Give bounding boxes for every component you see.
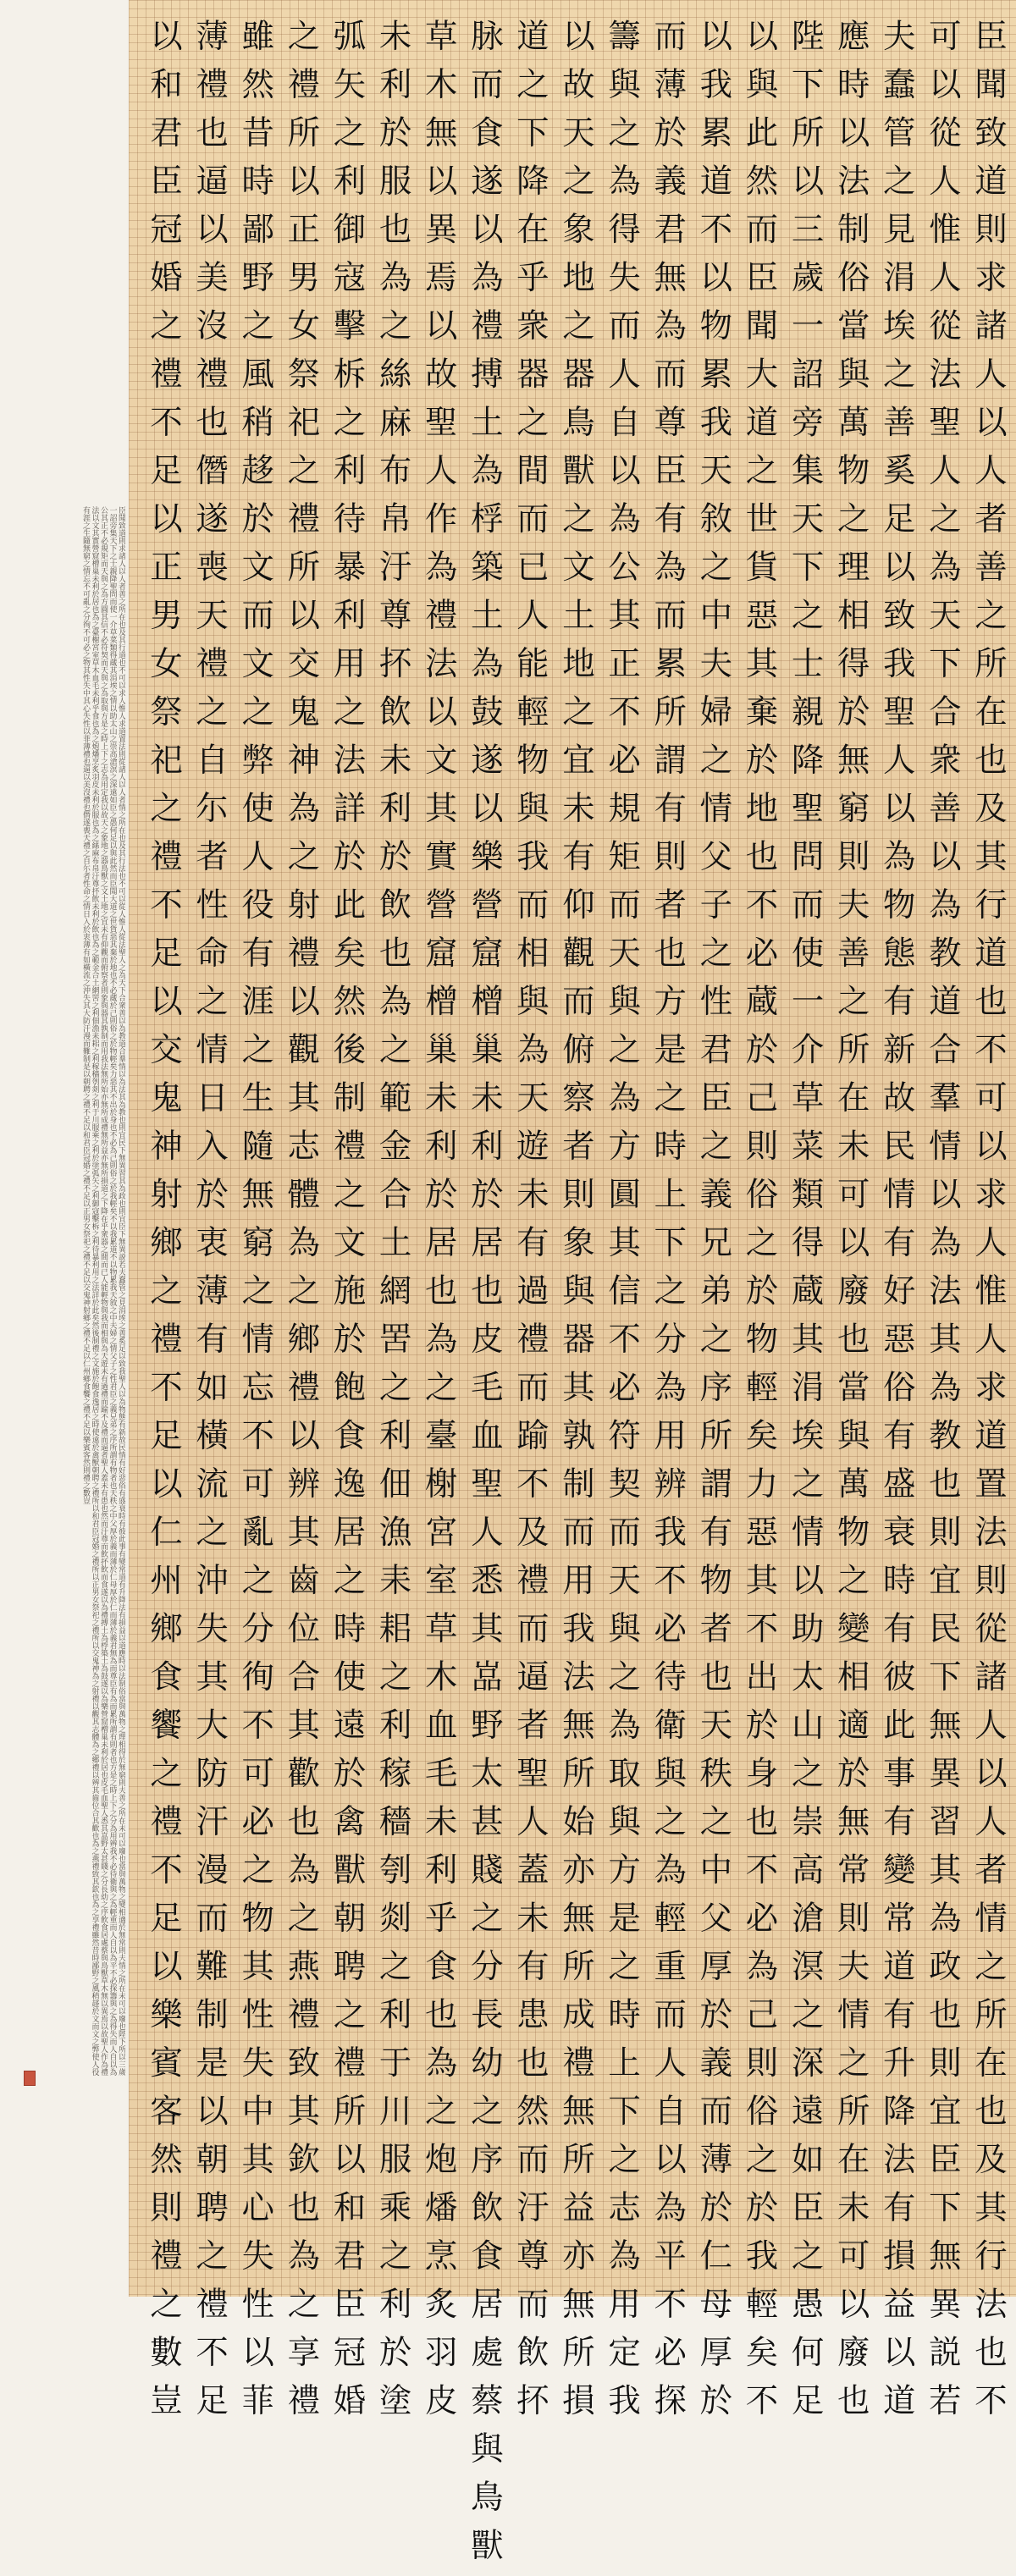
side-inscription: 臣聞致道則求諸人以人者善之所在也及其行道也不可以求人惟人求道置法則從諸人以人者情之所在也及其行法也不可以從人惟人從法聖人之為天下合衆善以為教道合羣情以為法其為教也則宜民下無異習其為政也則宜臣下無異説若夫蠢管之見涓埃之善奚足以致我聖人以為物態有新故民情有好惡俗有盛衰時有彼此事有變常道有升降法有損益以道應時以法制俗當與萬物之理相得於無窮則夫善之所在未可以廢也當與萬物之變相適於無常則夫情之所在未可以廢也陛下所以三歲一詔旁集天下之士親降聖問而使一介草菜類得蔵其涓埃之情以助太山之崇高滄溟之深遠如臣之愚何足以與此然而臣聞大道之世貨惡其棄於地也不必蔵於己則俗之於物輕矣力惡其不出於身也不必為己則俗之於我輕矣不以我累道不以物累我天敘之中夫婦之情父子之性君臣之義兄弟之序所謂有物者也天秩之中父厚於義而薄於仁母厚於仁而薄於義君無為而尊臣有為而累所謂有則者也方是之時上下之分為用辨我不必待衛與之為輕重而人自以為平不必探籌與之為得失而人自以為公其正不必規矩而天與之為方圓其信不必符契而天與之為取與方是之時上下之志為用定我以故天之象地之器鳥獸之文土地之宜未有仰觀而俯察者則象與器其孰制而用我法無所始亦無所成禮無所益亦無所損道之下降在乎衆器之間而已人能輕物與我而相與為天遊未有過禮而踰不及禮而逼者聖人蓋未有患也然而汙尊而飲抔飲而食遂以為禮搏土為桴築土為鼓遂以為樂營窟橧巢未利於居也皮毛血聖人悉其嵓野太甚賤之分長幼之序飲食居處蔡與鳥獸草木無以異焉以故聖人作為禮法以文其實營窟橧巢未利於居也為之臺榭宮室草木血毛未利乎食也為之炮燔烹炙羽皮未利於服也為之絲麻布帛汙尊抔飲未利於飲也為之範金合土網罟之利佃漁耒耜之利稼穡刳剡之利于川服乘之利於塗弧矢之利御寇擊柝之利待暴利用之法詳於此矣然後制禮之文施於飽食逸居之時使遠於禽獸朝聘之禮所以和君臣冠婚之禮所以正男女祭祀之禮所以交鬼神為之射禮以觀其志體為之鄉禮以辨其齒位合其歡也為之燕禮致其欽也為之享禮雖然昔時鄙野之風稍趍於文而文之弊使人役有涯之生隨無窮之情忘不可亂之分徇不可必之物其性失中其心失性以菲薄禮也逼以美沒禮也僭遂喪天禮之自尓者性命之情日入於衷薄有如橫流之沖失其大防汗漫而難制是以朝聘之禮不足以和君臣冠婚之禮不足以正男女祭祀之禮不足以交鬼神射鄉之禮不足以仁州鄉食饗之禮不足以樂賓客然則禮之數豈 bbox=[81, 506, 125, 2076]
text-column: 以故天之象地之器鳥獸之文土地之宜未有仰觀而俯察者則象與器其孰制而用我法無所始亦無所成禮無所益亦無所損 bbox=[555, 19, 594, 2431]
text-column: 草木無以異焉以故聖人作為禮法以文其實營窟橧巢未利於居也為之臺榭宮室草木血毛未利乎食也為之炮燔烹炙羽皮 bbox=[418, 19, 457, 2431]
calligraphy-sheet bbox=[129, 0, 1016, 2576]
text-column: 應時以法制俗當與萬物之理相得於無窮則夫善之所在未可以廢也當與萬物之變相適於無常則夫情之所在未可以廢也 bbox=[831, 19, 870, 2431]
text-column: 以與此然而臣聞大道之世貨惡其棄於地也不必蔵於己則俗之於物輕矣力惡其不出於身也不必為己則俗之於我輕矣不 bbox=[739, 19, 778, 2431]
inscription-margin bbox=[0, 0, 129, 2297]
text-column: 而薄於義君無為而尊臣有為而累所謂有則者也方是之時上下之分為用辨我不必待衛與之為輕重而人自以為平不必探 bbox=[648, 19, 687, 2431]
text-column: 弧矢之利御寇擊柝之利待暴利用之法詳於此矣然後制禮之文施於飽食逸居之時使遠於禽獸朝聘之禮所以和君臣冠婚 bbox=[327, 19, 366, 2431]
text-column: 可以從人惟人從法聖人之為天下合衆善以為教道合羣情以為法其為教也則宜民下無異習其為政也則宜臣下無異説若 bbox=[922, 19, 961, 2431]
text-column: 雖然昔時鄙野之風稍趍於文而文之弊使人役有涯之生隨無窮之情忘不可亂之分徇不可必之物其性失中其心失性以菲 bbox=[235, 19, 274, 2431]
text-column: 脉而食遂以為禮搏土為桴築土為鼓遂以樂營窟橧巢未利於居也皮毛血聖人悉其嵓野太甚賤之分長幼之序飲食居處蔡與鳥獸 bbox=[464, 19, 503, 2576]
text-column: 薄禮也逼以美沒禮也僭遂喪天禮之自尓者性命之情日入於衷薄有如橫流之沖失其大防汗漫而難制是以朝聘之禮不足 bbox=[190, 19, 229, 2431]
text-column: 臣聞致道則求諸人以人者善之所在也及其行道也不可以求人惟人求道置法則從諸人以人者情之所在也及其行法也不 bbox=[968, 19, 1007, 2431]
text-column: 以和君臣冠婚之禮不足以正男女祭祀之禮不足以交鬼神射鄉之禮不足以仁州鄉食饗之禮不足以樂賓客然則禮之數豈 bbox=[144, 19, 182, 2431]
text-column: 未利於服也為之絲麻布帛汙尊抔飲未利於飲也為之範金合土網罟之利佃漁耒耜之利稼穡刳剡之利于川服乘之利於塗 bbox=[373, 19, 411, 2431]
text-column: 陛下所以三歲一詔旁集天下之士親降聖問而使一介草菜類得蔵其涓埃之情以助太山之崇高滄溟之深遠如臣之愚何足 bbox=[785, 19, 824, 2431]
text-column: 道之下降在乎衆器之間而已人能輕物與我而相與為天遊未有過禮而踰不及禮而逼者聖人蓋未有患也然而汙尊而飲抔 bbox=[510, 19, 549, 2431]
calligraphy-columns bbox=[144, 19, 1007, 2576]
text-column: 以我累道不以物累我天敘之中夫婦之情父子之性君臣之義兄弟之序所謂有物者也天秩之中父厚於義而薄於仁母厚於 bbox=[693, 19, 732, 2431]
seal-stamp bbox=[24, 2071, 36, 2086]
text-column: 夫蠢管之見涓埃之善奚足以致我聖人以為物態有新故民情有好惡俗有盛衰時有彼此事有變常道有升降法有損益以道 bbox=[876, 19, 915, 2431]
text-column: 之禮所以正男女祭祀之禮所以交鬼神為之射禮以觀其志體為之鄉禮以辨其齒位合其歡也為之燕禮致其欽也為之享禮 bbox=[281, 19, 320, 2431]
text-column: 籌與之為得失而人自以為公其正不必規矩而天與之為方圓其信不必符契而天與之為取與方是之時上下之志為用定我 bbox=[602, 19, 641, 2431]
